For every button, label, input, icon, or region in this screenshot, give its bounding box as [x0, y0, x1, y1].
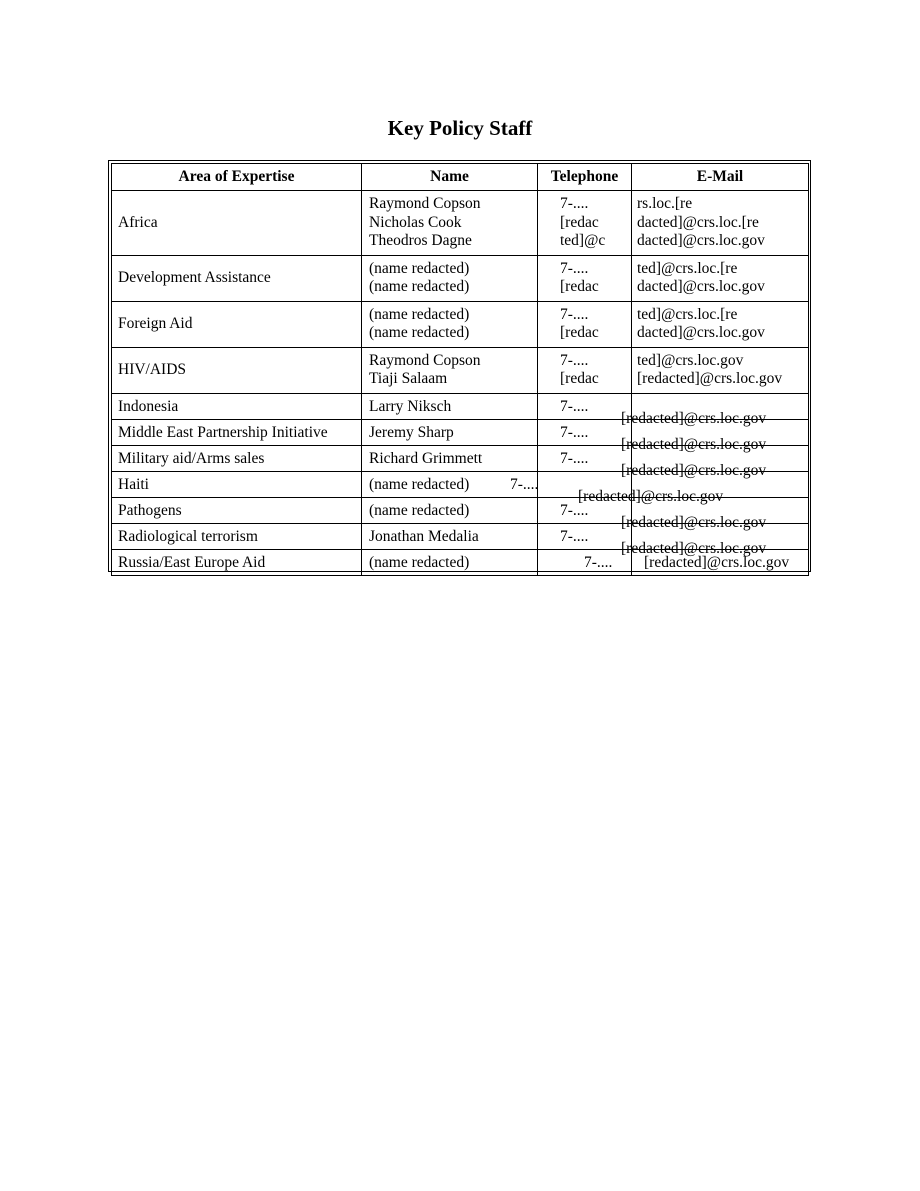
staff-name: (name redacted) — [369, 278, 470, 295]
telephone-cell — [538, 347, 632, 393]
table-row — [112, 347, 809, 393]
staff-table-frame — [108, 160, 811, 572]
table-row — [112, 255, 809, 301]
email-value: dacted]@crs.loc.gov — [637, 232, 765, 249]
staff-name: (name redacted) — [369, 475, 470, 493]
name-cell: Jeremy Sharp — [362, 419, 538, 445]
telephone-value: [redac — [560, 370, 599, 387]
staff-table — [111, 163, 809, 576]
telephone-value: 7-.... — [560, 423, 589, 441]
email-cell — [632, 301, 809, 347]
telephone-cell — [538, 301, 632, 347]
header-email: E-Mail — [632, 164, 809, 191]
email-value: [redacted]@crs.loc.gov — [578, 488, 724, 505]
area-cell: Foreign Aid — [112, 301, 362, 347]
area-cell: Pathogens — [112, 497, 362, 523]
telephone-cell — [538, 191, 632, 256]
area-cell: Development Assistance — [112, 255, 362, 301]
name-cell: Richard Grimmett — [362, 445, 538, 471]
name-cell — [362, 471, 538, 497]
staff-name: Raymond Copson — [369, 195, 481, 212]
email-value: ted]@crs.loc.gov — [637, 351, 744, 369]
telephone-value: 7-.... — [560, 501, 589, 519]
telephone-value: [redac — [560, 278, 599, 295]
table-row — [112, 523, 809, 549]
email-value: [redacted]@crs.loc.gov — [621, 540, 767, 557]
email-cell — [632, 191, 809, 256]
telephone-cell — [538, 393, 632, 419]
email-value: dacted]@crs.loc.gov — [637, 324, 765, 341]
email-cell — [632, 347, 809, 393]
telephone-cell — [538, 471, 724, 505]
email-value: [redacted]@crs.loc.gov — [644, 553, 790, 571]
telephone-value: ted]@c — [560, 232, 606, 249]
email-cell — [621, 523, 809, 557]
name-cell: Jonathan Medalia — [362, 523, 538, 549]
area-cell: Haiti — [112, 471, 362, 497]
staff-name: (name redacted) — [369, 305, 470, 323]
email-cell — [621, 497, 809, 531]
telephone-cell — [538, 255, 632, 301]
header-area: Area of Expertise — [112, 164, 362, 191]
email-cell — [621, 419, 809, 453]
name-cell — [362, 255, 538, 301]
name-cell: (name redacted) — [362, 549, 538, 575]
name-cell — [362, 347, 538, 393]
email-value: [redacted]@crs.loc.gov — [637, 370, 783, 387]
area-cell: Military aid/Arms sales — [112, 445, 362, 471]
name-cell: Larry Niksch — [362, 393, 538, 419]
staff-name: Theodros Dagne — [369, 232, 472, 249]
telephone-value: [redac — [560, 213, 599, 231]
name-cell — [362, 191, 538, 256]
email-cell — [632, 255, 809, 301]
email-value: [redacted]@crs.loc.gov — [621, 462, 767, 479]
table-row — [112, 497, 809, 523]
name-cell — [362, 301, 538, 347]
email-value: [redacted]@crs.loc.gov — [621, 410, 767, 427]
table-row — [112, 445, 809, 471]
header-telephone: Telephone — [538, 164, 632, 191]
table-row — [112, 301, 809, 347]
table-row — [112, 191, 809, 256]
page-title: Key Policy Staff — [387, 116, 533, 140]
area-cell: HIV/AIDS — [112, 347, 362, 393]
staff-name: (name redacted) — [369, 324, 470, 341]
area-cell: Middle East Partnership Initiative — [112, 419, 362, 445]
telephone-value: 7-.... — [560, 449, 589, 467]
telephone-value: 7-.... — [510, 475, 539, 493]
email-cell — [621, 445, 809, 479]
telephone-value: [redac — [560, 324, 599, 341]
table-row — [112, 393, 809, 419]
area-cell: Radiological terrorism — [112, 523, 362, 549]
telephone-value: 7-.... — [560, 305, 589, 323]
area-cell: Russia/East Europe Aid — [112, 549, 362, 575]
telephone-value: 7-.... — [560, 259, 589, 277]
area-cell: Indonesia — [112, 393, 362, 419]
telephone-value: 7-.... — [560, 527, 589, 545]
email-value: dacted]@crs.loc.[re — [637, 213, 759, 231]
telephone-cell — [538, 445, 632, 471]
header-name: Name — [362, 164, 538, 191]
email-cell — [621, 393, 809, 427]
telephone-cell — [538, 419, 632, 445]
telephone-value: 7-.... — [560, 195, 589, 212]
email-value: rs.loc.[re — [637, 195, 693, 212]
email-value: ted]@crs.loc.[re — [637, 305, 738, 323]
email-value: dacted]@crs.loc.gov — [637, 278, 765, 295]
area-cell: Africa — [112, 191, 362, 256]
name-cell: (name redacted) — [362, 497, 538, 523]
table-row — [112, 419, 809, 445]
staff-name: Raymond Copson — [369, 351, 481, 369]
telephone-cell — [538, 523, 632, 549]
email-value: ted]@crs.loc.[re — [637, 259, 738, 277]
staff-name: Nicholas Cook — [369, 213, 462, 231]
email-value: [redacted]@crs.loc.gov — [621, 436, 767, 453]
telephone-cell — [538, 549, 632, 575]
staff-name: Tiaji Salaam — [369, 370, 448, 387]
telephone-value: 7-.... — [560, 351, 589, 369]
staff-name: (name redacted) — [369, 259, 470, 277]
email-value: [redacted]@crs.loc.gov — [621, 514, 767, 531]
telephone-value: 7-.... — [560, 397, 589, 415]
telephone-value: 7-.... — [584, 553, 613, 571]
header-row — [112, 164, 809, 191]
